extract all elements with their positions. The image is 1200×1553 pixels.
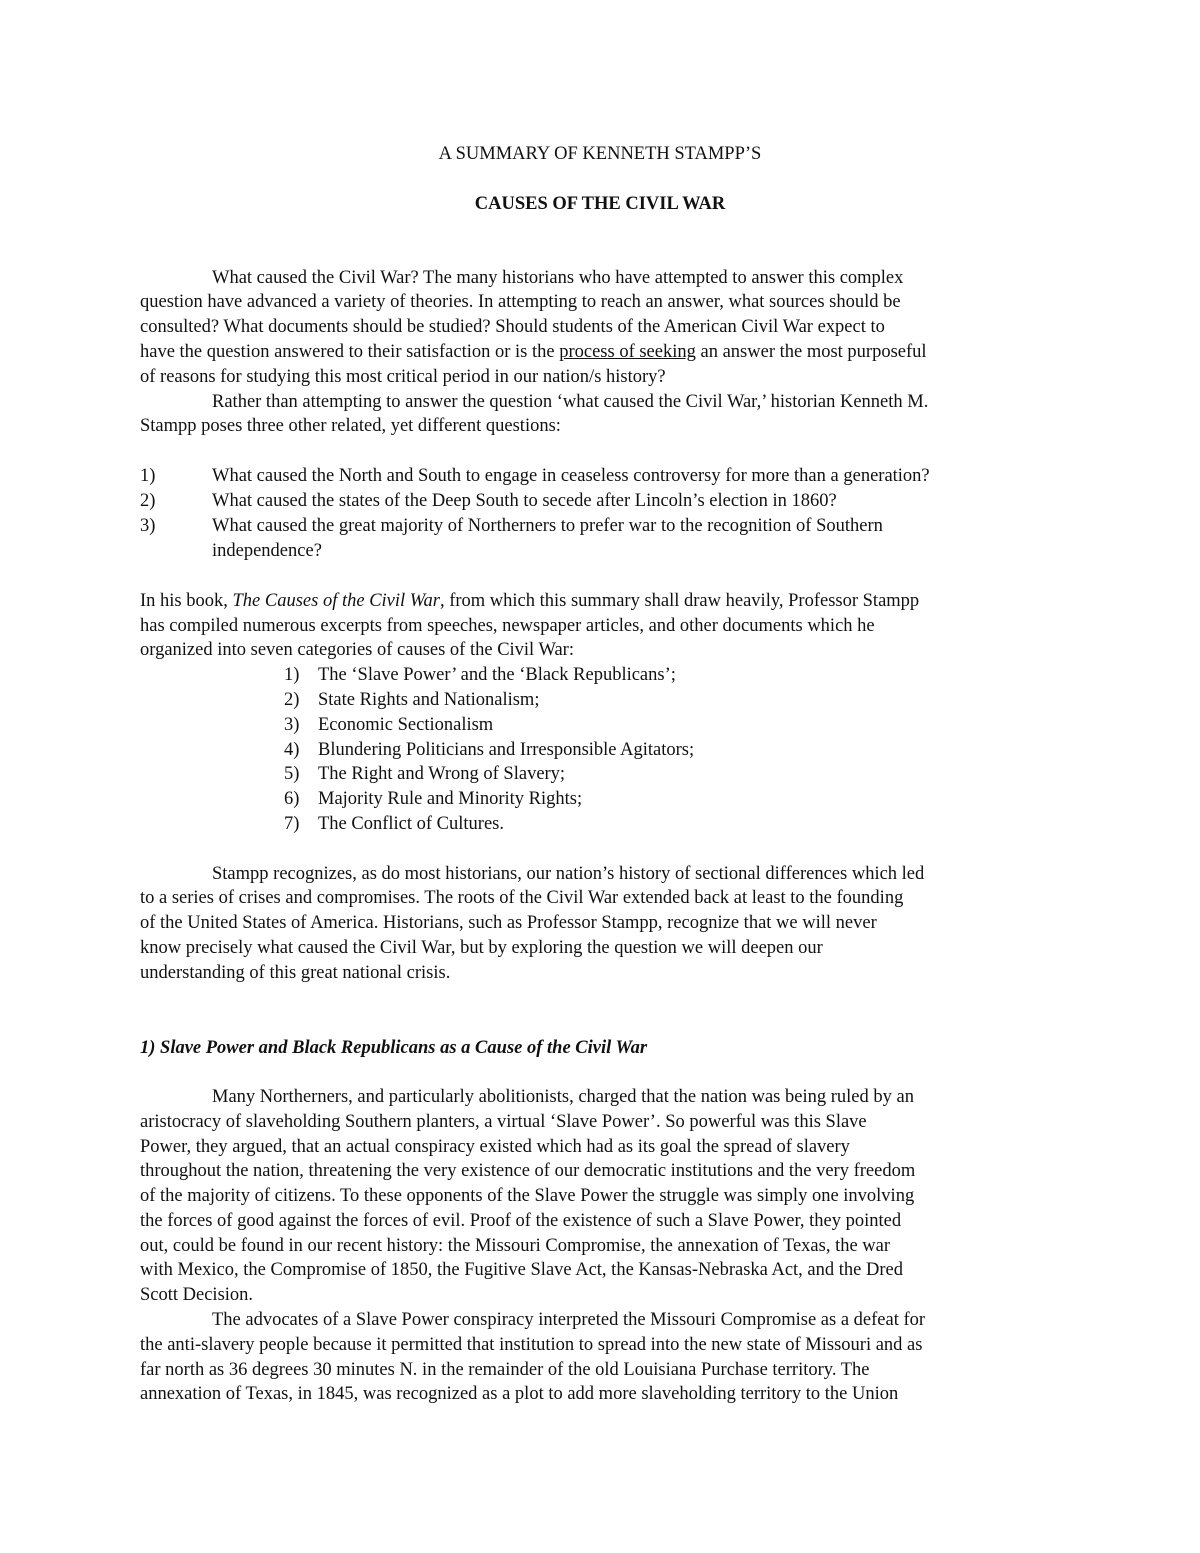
list-item: independence? bbox=[212, 541, 322, 561]
intro-text: an answer the most purposeful bbox=[695, 342, 927, 362]
category-number: 2) bbox=[284, 690, 300, 710]
intro-text: have the question answered to their satisfaction or is the bbox=[140, 342, 560, 362]
book-title: The Causes of the Civil War bbox=[232, 591, 440, 611]
body-line: know precisely what caused the Civil War, but by exploring the question we will deepen our bbox=[140, 938, 823, 958]
category-number: 4) bbox=[284, 740, 300, 760]
list-item: What caused the states of the Deep South to secede after Lincoln’s election in 1860? bbox=[212, 491, 837, 511]
body-line: annexation of Texas, in 1845, was recognized as a plot to add more slaveholding territory to the Union bbox=[140, 1384, 899, 1404]
category-number: 1) bbox=[284, 665, 300, 685]
body-line: throughout the nation, threatening the very existence of our democratic institutions and the very freedom bbox=[140, 1161, 916, 1181]
body-line: understanding of this great national crisis. bbox=[140, 963, 451, 983]
category-item: Majority Rule and Minority Rights; bbox=[318, 789, 583, 809]
category-item: The ‘Slave Power’ and the ‘Black Republicans’; bbox=[318, 665, 676, 685]
category-item: The Right and Wrong of Slavery; bbox=[318, 764, 566, 784]
body-line: The advocates of a Slave Power conspiracy interpreted the Missouri Compromise as a defeat for bbox=[212, 1310, 926, 1330]
category-item: Blundering Politicians and Irresponsible Agitators; bbox=[318, 740, 695, 760]
book-text: In his book, bbox=[140, 591, 233, 611]
underlined-phrase: process of seeking bbox=[559, 342, 696, 362]
body-line: Scott Decision. bbox=[140, 1285, 254, 1305]
intro-line: of reasons for studying this most critical period in our nation/s history? bbox=[140, 367, 666, 387]
title-line-2: CAUSES OF THE CIVIL WAR bbox=[474, 194, 726, 214]
category-item: Economic Sectionalism bbox=[318, 715, 494, 735]
body-line: with Mexico, the Compromise of 1850, the Fugitive Slave Act, the Kansas-Nebraska Act, and the Dred bbox=[140, 1260, 903, 1280]
list-item: What caused the great majority of Northerners to prefer war to the recognition of Southern bbox=[212, 516, 883, 536]
category-item: The Conflict of Cultures. bbox=[318, 814, 504, 834]
intro-line bbox=[140, 340, 927, 364]
intro-line: consulted? What documents should be studied? Should students of the American Civil War expect to bbox=[140, 317, 885, 337]
body-line: Power, they argued, that an actual conspiracy existed which had as its goal the spread of slavery bbox=[140, 1137, 850, 1157]
category-number: 6) bbox=[284, 789, 300, 809]
body-line: aristocracy of slaveholding Southern planters, a virtual ‘Slave Power’. So powerful was this Slave bbox=[140, 1112, 867, 1132]
section-heading: 1) Slave Power and Black Republicans as a Cause of the Civil War bbox=[140, 1038, 648, 1058]
category-number: 5) bbox=[284, 764, 300, 784]
body-line: Stampp recognizes, as do most historians, our nation’s history of sectional differences which led bbox=[212, 864, 925, 884]
body-line: Many Northerners, and particularly abolitionists, charged that the nation was being ruled by an bbox=[212, 1087, 914, 1107]
list-item-number: 2) bbox=[140, 491, 156, 511]
list-item-number: 1) bbox=[140, 466, 156, 486]
category-number: 7) bbox=[284, 814, 300, 834]
body-line: to a series of crises and compromises. The roots of the Civil War extended back at least to the founding bbox=[140, 888, 904, 908]
list-item-number: 3) bbox=[140, 516, 156, 536]
book-line bbox=[140, 589, 919, 613]
title-line-1: A SUMMARY OF KENNETH STAMPP’S bbox=[438, 144, 762, 164]
document-page bbox=[140, 0, 1060, 1553]
book-line: organized into seven categories of causes of the Civil War: bbox=[140, 640, 574, 660]
intro-line: Stampp poses three other related, yet different questions: bbox=[140, 416, 561, 436]
category-item: State Rights and Nationalism; bbox=[318, 690, 540, 710]
list-item: What caused the North and South to engage in ceaseless controversy for more than a generation? bbox=[212, 466, 930, 486]
book-line: has compiled numerous excerpts from speeches, newspaper articles, and other documents which he bbox=[140, 616, 875, 636]
intro-line: What caused the Civil War? The many historians who have attempted to answer this complex bbox=[212, 268, 904, 288]
body-line: out, could be found in our recent history: the Missouri Compromise, the annexation of Texas, the war bbox=[140, 1236, 891, 1256]
intro-line: Rather than attempting to answer the question ‘what caused the Civil War,’ historian Kenneth M. bbox=[212, 392, 929, 412]
body-line: the anti-slavery people because it permitted that institution to spread into the new state of Missouri and as bbox=[140, 1335, 923, 1355]
book-text: , from which this summary shall draw heavily, Professor Stampp bbox=[439, 591, 920, 611]
body-line: of the United States of America. Historians, such as Professor Stampp, recognize that we will never bbox=[140, 913, 877, 933]
body-line: of the majority of citizens. To these opponents of the Slave Power the struggle was simply one involving bbox=[140, 1186, 915, 1206]
category-number: 3) bbox=[284, 715, 300, 735]
body-line: far north as 36 degrees 30 minutes N. in the remainder of the old Louisiana Purchase territory. The bbox=[140, 1360, 870, 1380]
intro-line: question have advanced a variety of theories. In attempting to reach an answer, what sources should be bbox=[140, 292, 901, 312]
body-line: the forces of good against the forces of evil. Proof of the existence of such a Slave Power, they pointed bbox=[140, 1211, 902, 1231]
